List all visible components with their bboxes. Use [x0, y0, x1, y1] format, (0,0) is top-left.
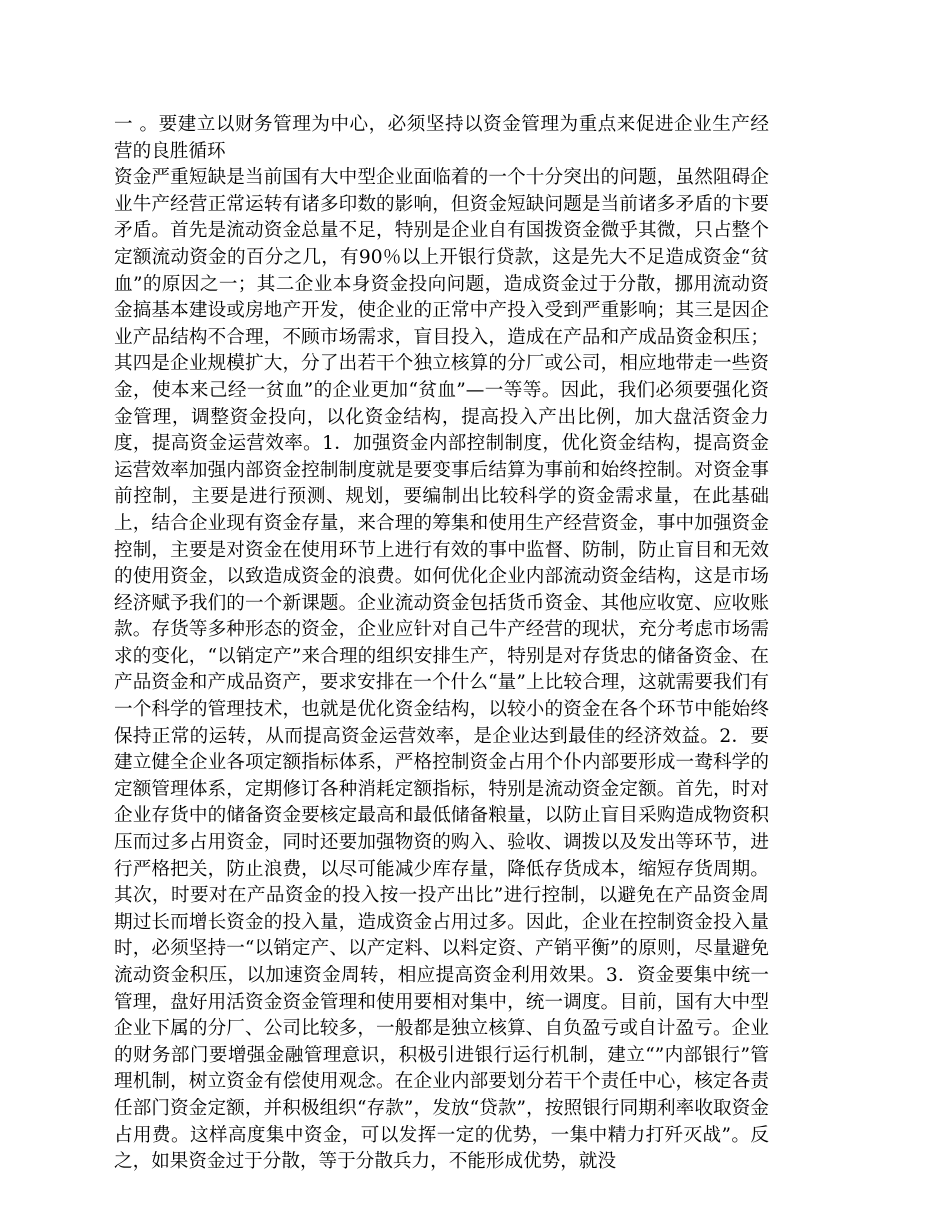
- document-page: [114, 112, 769, 1176]
- section-heading: 一 。要建立以财务管理为中心，必须坚持以资金管理为重点来促进企业生产经营的良胜循环: [114, 114, 769, 162]
- body-paragraph: 资金严重短缺是当前国有大中型企业面临着的一个十分突出的问题，虽然阻碍企业牛产经营正常运转有诸多印数的影响，但资金短缺问题是当前诸多矛盾的卞要矛盾。首先是流动资金总量不足，特别是企业自有国拨资金微乎其微，只占整个定额流动资金的百分之几，有90％以上开银行贷款，这是先大不足造成资金“贫血”的原因之一；其二企业本身资金投向问题，造成资金过于分散，挪用流动资金搞基本建设或房地产开发，使企业的正常中产投入受到严重影响；其三是因企业产品结构不合理，不顾市场需求，盲目投入，造成在产品和产成品资金积压；其四是企业规模扩大，分了出若干个独立核算的分厂或公司，相应地带走一些资金，使本来己经一贫血”的企业更加“贫血”—一等等。因此，我们必须要强化资金管理，调整资金投向，以化资金结构，提高投入产出比例，加大盘活资金力度，提高资金运营效率。1．加强资金内部控制制度，优化资金结构，提高资金运营效率加强内部资金控制制度就是要变事后结算为事前和始终控制。对资金事前控制，主要是进行预测、规划，要编制出比较科学的资金需求量，在此基础上，结合企业现有资金存量，来合理的筹集和使用生产经营资金，事中加强资金控制，主要是对资金在使用环节上进行有效的事中监督、防制，防止盲目和无效的使用资金，以致造成资金的浪费。如何优化企业内部流动资金结构，这是市场经济赋予我们的一个新课题。企业流动资金包括货币资金、其他应收宽、应收账款。存货等多种形态的资金，企业应针对自己牛产经营的现状，充分考虑市场需求的变化，“以销定产”来合理的组织安排生产，特别是对存货忠的储备资金、在产品资金和产成品资产，要求安排在一个什么“量”上比较合理，这就需要我们有一个科学的管理技术，也就是优化资金结构，以较小的资金在各个环节中能始终保持正常的运转，从而提高资金运营效率，是企业达到最佳的经济效益。2．要建立健全企业各项定额指标体系，严格控制资金占用个仆内部要形成一鸯科学的定额管理体系，定期修订各种消耗定额指标，特别是流动资金定额。首先，时对企业存货中的储备资金要核定最高和最低储备粮量，以防止盲目采购造成物资积压而过多占用资金，同时还要加强物资的购入、验收、调拨以及发出等环节，进行严格把关，防止浪费，以尽可能减少库存量，降低存货成本，缩短存货周期。其次，时要对在产品资金的投入按一投产出比”进行控制，以避免在产品资金周期过长而增长资金的投入量，造成资金占用过多。因此，企业在控制资金投入量时，必须坚持一“以销定产、以产定料、以料定资、产销平衡”的原则，尽量避免流动资金积压，以加速资金周转，相应提高资金利用效果。3．资金要集中统一管理，盘好用活资金资金管理和使用要相对集中，统一调度。目前，国有大中型企业下属的分厂、公司比较多，一般都是独立核算、自负盈亏或自计盈亏。企业的财务部门要增强金融管理意识，积极引进银行运行机制，建立“”内部银行”管理机制，树立资金有偿使用观念。在企业内部要划分若干个责任中心，核定各责任部门资金定额，并积极组织“存款”，发放“贷款”，按照银行同期利率收取资金占用费。这样高度集中资金，可以发挥一定的优势，一集中精力打歼灭战”。反之，如果资金过于分散，等于分散兵力，不能形成优势，就没: [114, 167, 769, 1173]
